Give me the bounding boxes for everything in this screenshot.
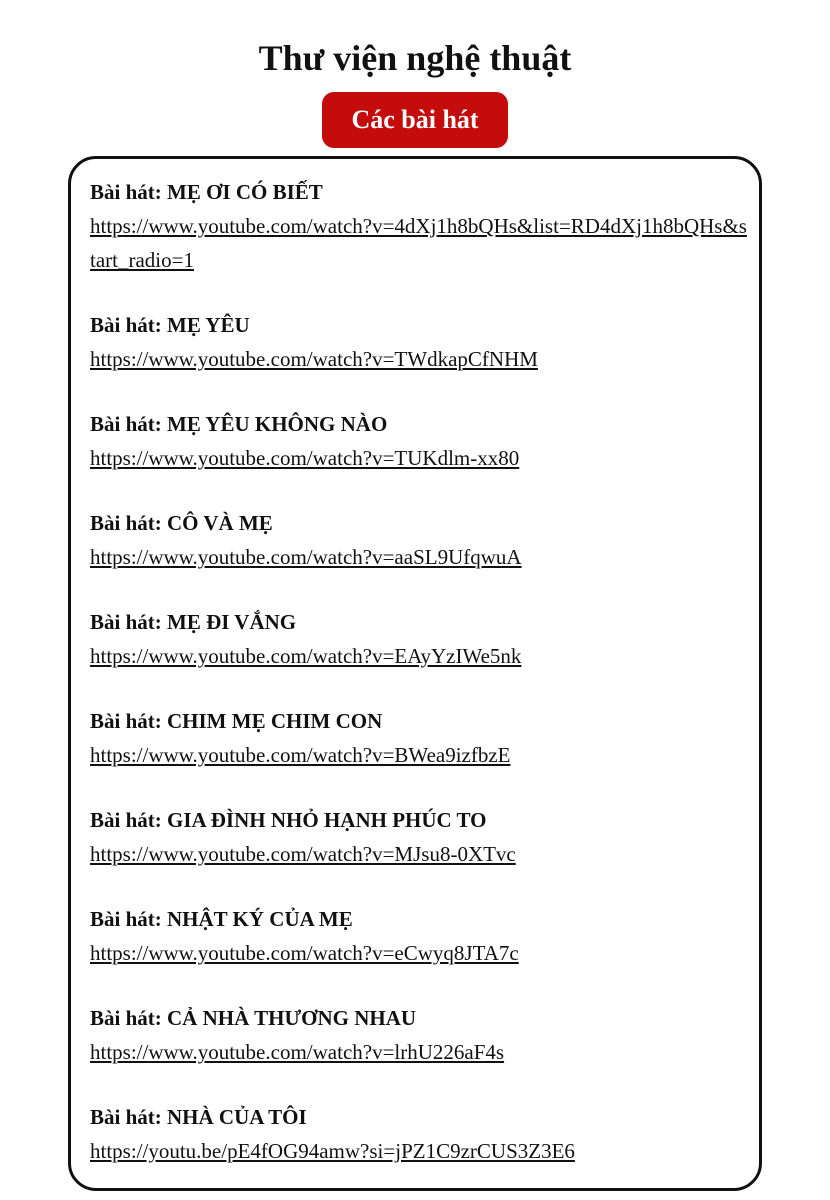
song-item <box>90 407 750 475</box>
song-title: Bài hát: MẸ ƠI CÓ BIẾT <box>90 180 323 204</box>
song-link[interactable]: https://youtu.be/pE4fOG94amw?si=jPZ1C9zrCUS3Z3E6 <box>90 1139 575 1163</box>
song-title: Bài hát: MẸ ĐI VẮNG <box>90 610 297 634</box>
song-link[interactable]: https://www.youtube.com/watch?v=BWea9izfbzE <box>90 743 511 767</box>
song-link[interactable]: https://www.youtube.com/watch?v=lrhU226aF4s <box>90 1040 505 1064</box>
song-title: Bài hát: GIA ĐÌNH NHỎ HẠNH PHÚC TO <box>90 808 487 832</box>
song-link[interactable]: https://www.youtube.com/watch?v=MJsu8-0XTvc <box>90 842 516 866</box>
song-list <box>90 175 750 1199</box>
song-title: Bài hát: CHIM MẸ CHIM CON <box>90 709 383 733</box>
song-list-panel <box>68 156 762 1191</box>
song-item <box>90 1100 750 1168</box>
song-title: Bài hát: NHẬT KÝ CỦA MẸ <box>90 907 353 931</box>
song-item <box>90 1001 750 1069</box>
song-title: Bài hát: CÔ VÀ MẸ <box>90 511 273 535</box>
song-link[interactable]: https://www.youtube.com/watch?v=TWdkapCfNHM <box>90 347 538 371</box>
song-title: Bài hát: NHÀ CỦA TÔI <box>90 1105 307 1129</box>
song-item <box>90 803 750 871</box>
song-item <box>90 902 750 970</box>
page-title: Thư viện nghệ thuật <box>258 38 572 78</box>
song-item <box>90 704 750 772</box>
song-title: Bài hát: CẢ NHÀ THƯƠNG NHAU <box>90 1006 417 1030</box>
song-link[interactable]: https://www.youtube.com/watch?v=aaSL9UfqwuA <box>90 545 522 569</box>
song-link[interactable]: https://www.youtube.com/watch?v=eCwyq8JTA7c <box>90 941 519 965</box>
song-title: Bài hát: MẸ YÊU KHÔNG NÀO <box>90 412 388 436</box>
song-title: Bài hát: MẸ YÊU <box>90 313 250 337</box>
songs-section-badge: Các bài hát <box>322 92 508 148</box>
song-link[interactable]: https://www.youtube.com/watch?v=4dXj1h8bQHs&list=RD4dXj1h8bQHs&start_radio=1 <box>90 214 747 272</box>
song-link[interactable]: https://www.youtube.com/watch?v=TUKdlm-xx80 <box>90 446 520 470</box>
song-item <box>90 605 750 673</box>
song-link[interactable]: https://www.youtube.com/watch?v=EAyYzIWe5nk <box>90 644 522 668</box>
song-item <box>90 175 750 277</box>
song-item <box>90 308 750 376</box>
song-item <box>90 506 750 574</box>
